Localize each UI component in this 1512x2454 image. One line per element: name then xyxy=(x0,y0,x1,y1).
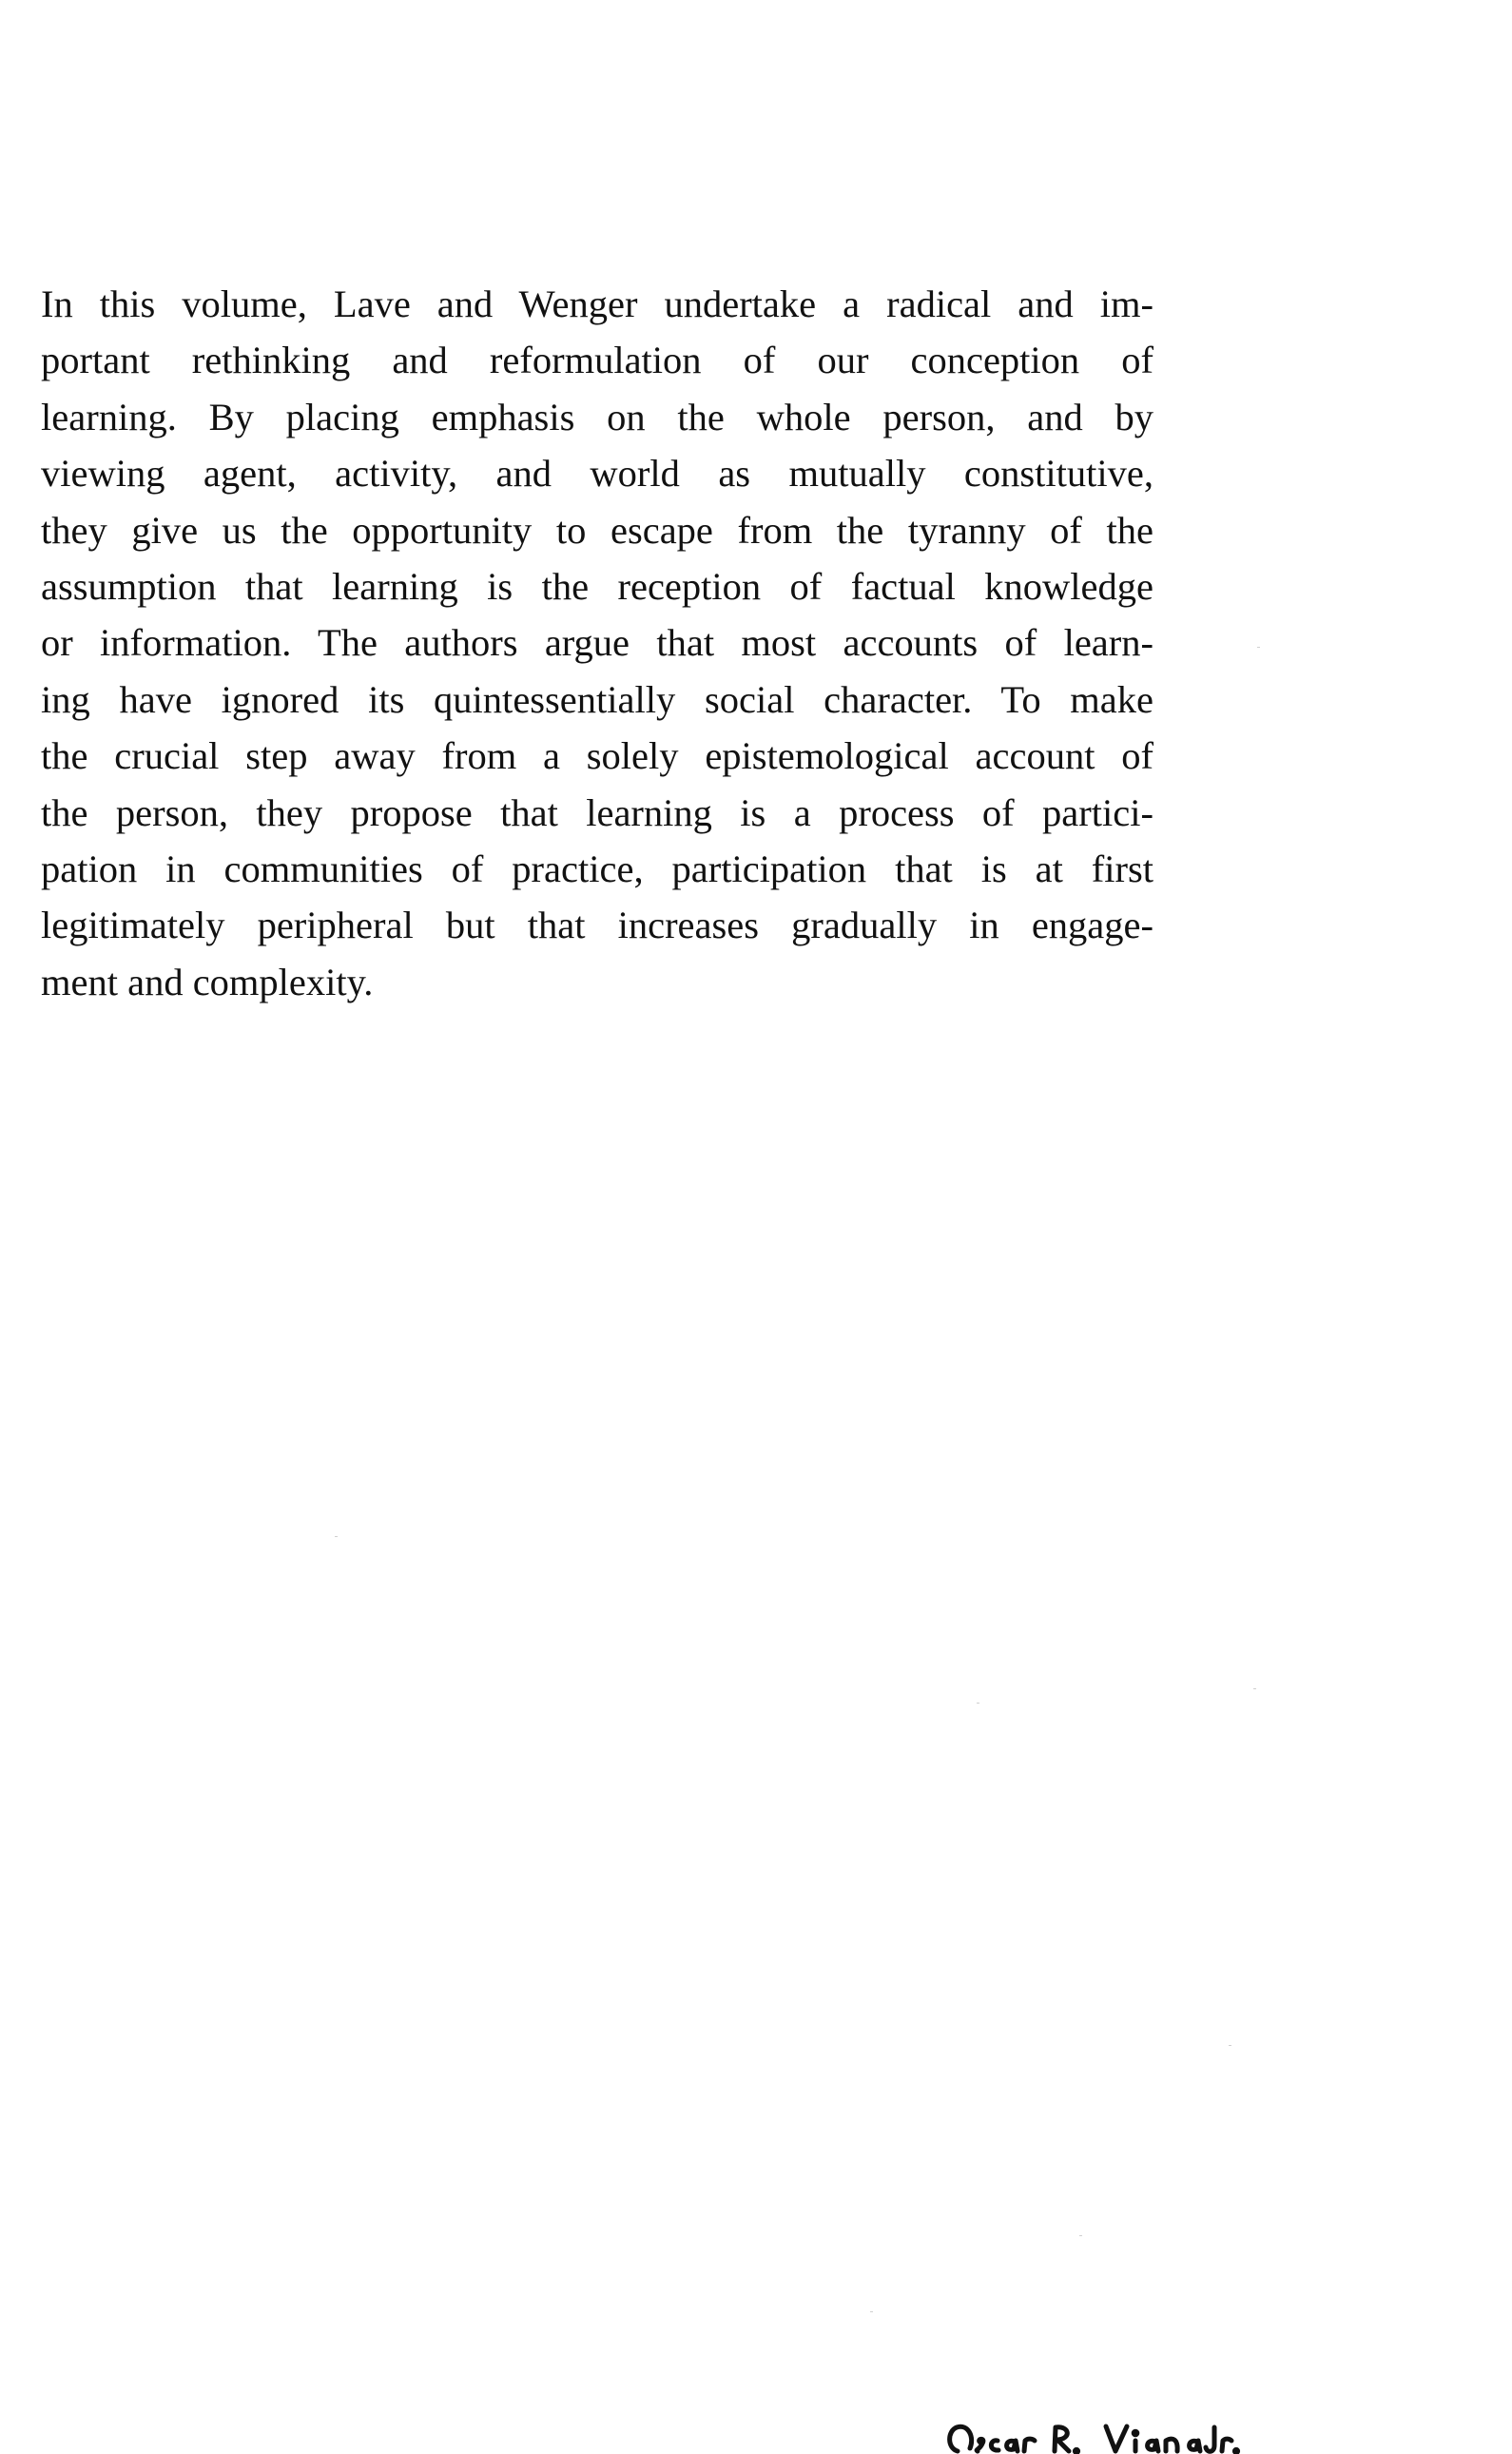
blurb-paragraph xyxy=(41,276,1153,1010)
scan-speck xyxy=(1253,1688,1256,1689)
text-line-1: In this volume, Lave and Wenger undertake a radical and im- xyxy=(41,282,1153,325)
text-line-8: ing have ignored its quintessentially social character. To make xyxy=(41,677,1153,721)
scan-speck xyxy=(870,2311,873,2312)
scan-speck xyxy=(335,1536,338,1537)
text-line-5: they give us the opportunity to escape from the tyranny of the xyxy=(41,508,1153,552)
text-line-6: assumption that learning is the reception of factual knowledge xyxy=(41,565,1153,609)
handwritten-signature xyxy=(944,2420,1239,2454)
scan-speck xyxy=(1229,2045,1231,2046)
text-line-11: pation in communities of practice, participation that is at first xyxy=(41,847,1153,891)
text-line-2: portant rethinking and reformulation of our conception of xyxy=(41,339,1153,382)
text-line-4: viewing agent, activity, and world as mutually constitutive, xyxy=(41,452,1153,496)
scan-speck xyxy=(1257,647,1260,648)
scan-speck xyxy=(1079,2235,1082,2236)
text-line-13: ment and complexity. xyxy=(41,960,374,1003)
text-line-9: the crucial step away from a solely epistemological account of xyxy=(41,734,1153,778)
scan-speck xyxy=(977,1703,979,1704)
text-line-12: legitimately peripheral but that increases gradually in engage- xyxy=(41,904,1153,947)
text-line-7: or information. The authors argue that most accounts of learn- xyxy=(41,621,1153,665)
text-line-3: learning. By placing emphasis on the whole person, and by xyxy=(41,395,1153,438)
text-line-10: the person, they propose that learning is a process of partici- xyxy=(41,790,1153,834)
